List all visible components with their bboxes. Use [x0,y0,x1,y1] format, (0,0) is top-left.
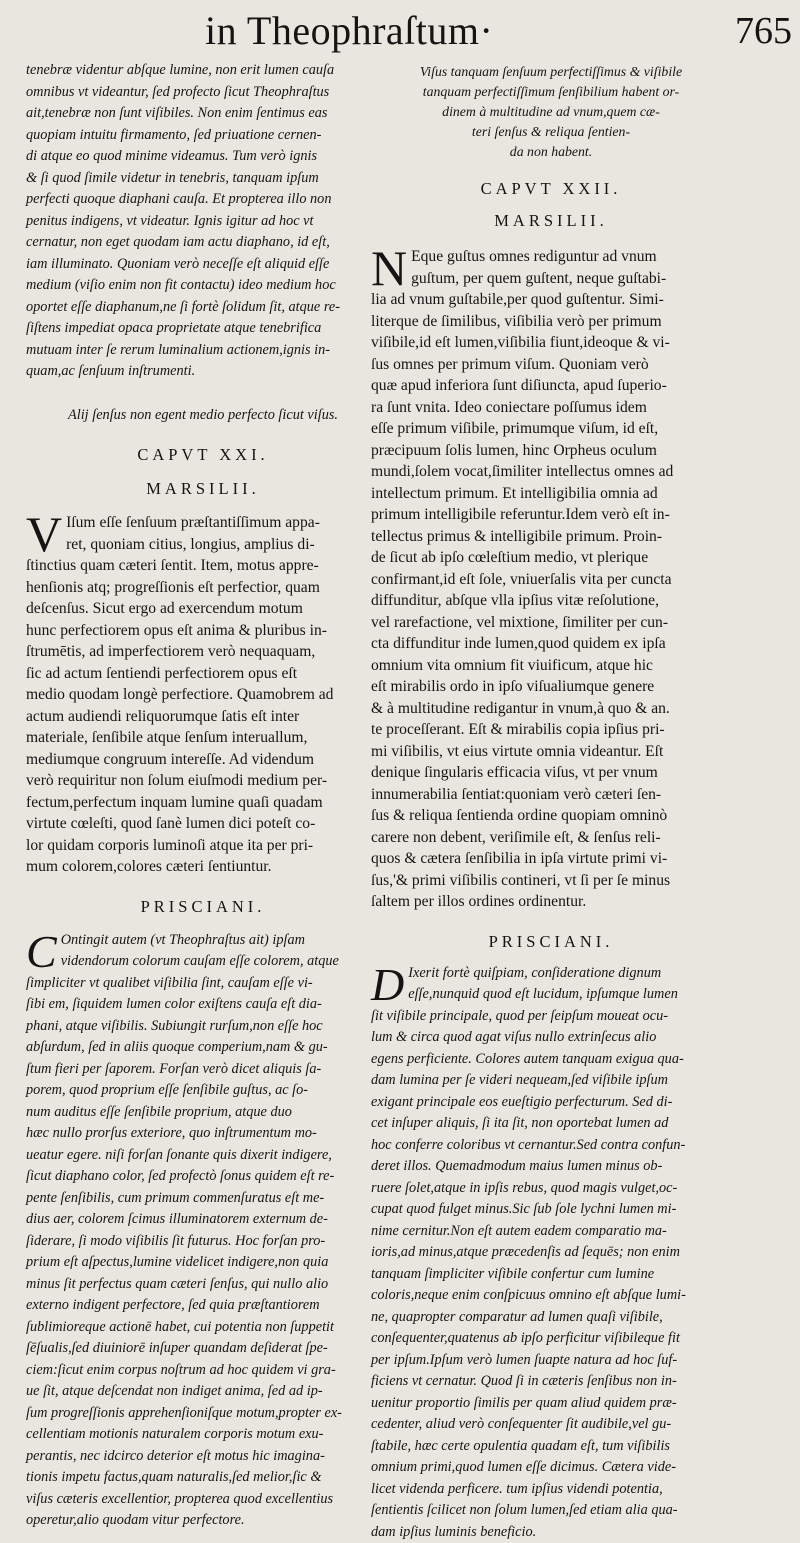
section-heading-prisciani: PRISCIANI. [371,927,731,957]
section-heading-prisciani: PRISCIANI. [26,892,380,922]
section-heading-marsilii: MARSILII. [371,206,731,236]
chapter-summary: Alij ſenſus non egent medio perfecto ſicut viſus. [26,405,380,427]
page-number: 765 [735,8,792,54]
chapter-heading: CAPVT XXI. [26,440,380,470]
prisciani-commentary: C Ontingit autem (vt Theophraſtus ait) ipſam videndorum colorum cauſam eſſe colorem, atque ſimpliciter vt qualibet viſibilia ſint, cauſam eſſe vi- ſibi em, ſiquidem lumen color exiſtens cauſa eſt dia- phani, atque viſibilis. Subiungit rurſum,non eſſe hoc abſurdum, ſed in aliis quoque comperium,nam & gu- ſtum fieri per ſaporem. Forſan verò dicet aliquis ſa- porem, quod proprium eſſe ſenſibile guſtus, ac ſo- num auditus eſſe ſenſibile proprium, atque duo hæc nullo prorſus exteriore, quo inſtrumentum mo- ueatur egere. niſi forſan ſonante quis dixerit indigere, ſicut diaphano color, ſed profectò ſonus quidem eſt re- pente ſenſibilis, cum primum commenſuratus eſt me- dius aer, colorem ſcimus illuminatorem externum de- ſiderare, ſi modo viſibilis ſit futurus. Hoc forſan pro- prium eſt aſpectus,lumine videlicet indigere,non quia minus ſit perfectus quam cæteri ſenſus, qui nullo alio externo indigent perfectore, ſed quia præſtantiorem ſublimioreque actionē habet, cui potentia non ſuppetit ſēſualis,ſed diuiniorē inſuper quandam deſiderat ſpe- ciem:ſicut enim corpus noſtrum ad hoc quidem vi gra- ue ſit, atque deſcendat non indiget anima, ſed ad ip- ſum progreſſionis apprehenſioniſque motum,propter ex- cellentiam motionis naturalem corporis motum exu- perantis, nec idcirco deterior eſt motus hic imagina- tionis impetu factus,quam naturalis,ſed melior,ſic & viſus cæteris excellentior, propterea quod excellentius operetur,alio quodam vitur perfectore. [26,930,380,1532]
prisciani-commentary: D Ixerit fortè quiſpiam, conſideratione dignum eſſe,nunquid quod eſt lucidum, ipſumque lumen ſit viſibile principale, quod per ſeipſum moueat ocu- lum & circa quod agat viſus nullo extrinſecus alio egens perficiente. Colores autem tanquam exigua qua- dam lumina per ſe videri nequeam,ſed viſibile ipſum exigant principale eos eueſtigio perfecturum. Sed di- cet inſuper aliquis, ſi ita ſit, non oportebat lumen ad hoc conferre coloribus vt cernantur.Sed contra confun- deret illos. Quemadmodum maius lumen minus ob- ruere ſolet,atque in ipſis rebus, quod magis vulget,oc- cupat quod fulget minus.Sic ſub ſole lychni lumen mi- nime cernitur.Non eſt autem eadem comparatio ma- ioris,ad minus,atque præcedenſis ad ſequēs; non enim tanquam ſimpliciter viſibile confertur cum lumine coloris,neque enim conſpicuus omnino eſt abſque lumi- ne, quapropter comparatur ad lumen quaſi viſibile, conſequenter,quatenus ab ipſo perficitur viſibileque fit per ipſum.Ipſum verò lumen ſuapte natura ad hoc ſuf- ficiens vt cernatur. Quod ſi in cæteris ſenſibus non in- uenitur proportio ſimilis per quam aliud quidem præ- cedenter, aliud verò conſequenter ſit audibile,vel gu- ſtabile, hæc certe opulentia quadam eſt, tum viſibilis omnium primi,quod lumen eſſe dicimus. Cætera vide- licet videnda perficere. tum ipſius videndi potentia, ſentientis ſcilicet non ſolum lumen,ſed etiam alia qua- dam ipſius luminis beneficio. [371,963,731,1543]
right-column [371,62,731,1430]
running-title: in Theophraſtum· [205,8,493,54]
running-head [0,6,800,58]
chapter-heading: CAPVT XXII. [371,174,731,204]
section-heading-marsilii: MARSILII. [26,474,380,504]
drop-cap: C [26,932,57,972]
left-intro-paragraph: tenebræ videntur abſque lumine, non erit lumen cauſa omnibus vt videantur, ſed profecto ſicut Theophraſtus ait,tenebræ non ſunt viſibiles. Non enim ſentimus eas quopiam intuitu firmamento, ſed priuatione cernen- di atque eo quod minime videamus. Tum verò ignis & ſi quod ſimile videtur in tenebris, tanquam ipſum perfecti quoque diaphani cauſa. Et propterea illo non penitus indigens, vt videatur. Ignis igitur ad hoc vt cernatur, non eget quodam iam actu diaphano, id eſt, iam illuminato. Quoniam verò neceſſe eſt aliquid eſſe medium (viſio enim non fit contactu) ideo medium hoc oportet eſſe diaphanum,ne ſi fortè ſolidum ſit, atque re- ſiſtens impediat opaca proprietate atque tenebrifica mutuam inter ſe rerum luminalium actionem,ignis in- quam,ac ſenſuum inſtrumenti. [26,60,380,383]
marsilii-commentary: N Eque guſtus omnes rediguntur ad vnum guſtum, per quem guſtent, neque guſtabi- lia ad vnum guſtabile,per quod guſtentur. Simi- literque de ſimilibus, viſibilia verò per primum viſibile,id eſt lumen,viſibilia fiunt,ideoque & vi- ſus omnes per primum viſum. Quoniam verò quæ apud inferiora ſunt diſiuncta, apud ſuperio- ra ſunt vnita. Ideo coniectare poſſumus idem eſſe primum viſibile, primumque viſum, id eſt, præcipuum ſolis lumen, hinc Orpheus oculum mundi,ſolem vocat,ſimiliter intellectus omnes ad intellectum primum. Et intelligibilia omnia ad primum intelligibile referuntur.Idem verò eſt in- tellectus primus & intelligibile primum. Proin- de ſicut ab ipſo cœleſtium medio, vt plerique confirmant,id eſt ſole, vniuerſalis vita per cuncta diffunditur, abſque vlla ipſius vitæ reſolutione, vel rarefactione, vel mixtione, ſimiliter per cun- cta diffunditur inde lumen,quod quidem ex ipſa omnium vita omnium fit viuificum, atque hic eſt mirabilis ordo in ipſo viſualiumque genere & à multitudine redigantur in vnum,à quo & an. te proceſſerant. Eſt & mirabilis copia ipſius pri- mi viſibilis, vt eius virtute omnia videantur. Eſt denique ſingularis efficacia viſus, vt per vnum innumerabilia ſentiat:quoniam verò cæteri ſen- ſus & reliqua ſentienda ordine quopiam omninò carere non debent, veriſimile eſt, & ſenſus reli- quos & cætera ſenſibilia in ipſa virtute primi vi- ſus,'& primi viſibilis contineri, vt ſi per ſe minus ſaltem per illos ordines ordinentur. [371,246,731,913]
marsilii-commentary: V Iſum eſſe ſenſuum præſtantiſſimum appa- ret, quoniam citius, longius, amplius di- ſtinctius quam cæteri ſentit. Item, motus appre- henſionis atq; progreſſionis eſt perfectior, quam deſcenſus. Sicut ergo ad exercendum motum hunc perfectiorem opus eſt anima & pluribus in- ſtrumētis, ad imperfectiorem verò nequaquam, ſic ad actum ſentiendi perfectiorem opus eſt medio quodam longè perfectiore. Quamobrem ad actum audiendi reliquorumque ſatis eſt inter materiale, ſenſibile atque ſenſum interuallum, mediumque congruum intereſſe. Ad videndum verò requiritur non ſolum eiuſmodi medium per- fectum,perfectum inquam lumine quaſi quadam virtute cœleſti, quod ſanè lumen dici poteſt co- lor quidam corporis luminoſi atque ita per pri- mum colorem,colores cæteri ſentiuntur. [26,512,380,878]
chapter-summary: Viſus tanquam ſenſuum perfectiſſimus & viſibile tanquam perfectiſſimum ſenſibilium habent or- dinem à multitudine ad vnum,quem cæ- teri ſenſus & reliqua ſentien- da non habent. [371,62,731,162]
drop-cap: D [371,965,404,1005]
drop-cap: V [26,514,62,554]
drop-cap: N [371,248,407,288]
left-column [26,60,380,1428]
